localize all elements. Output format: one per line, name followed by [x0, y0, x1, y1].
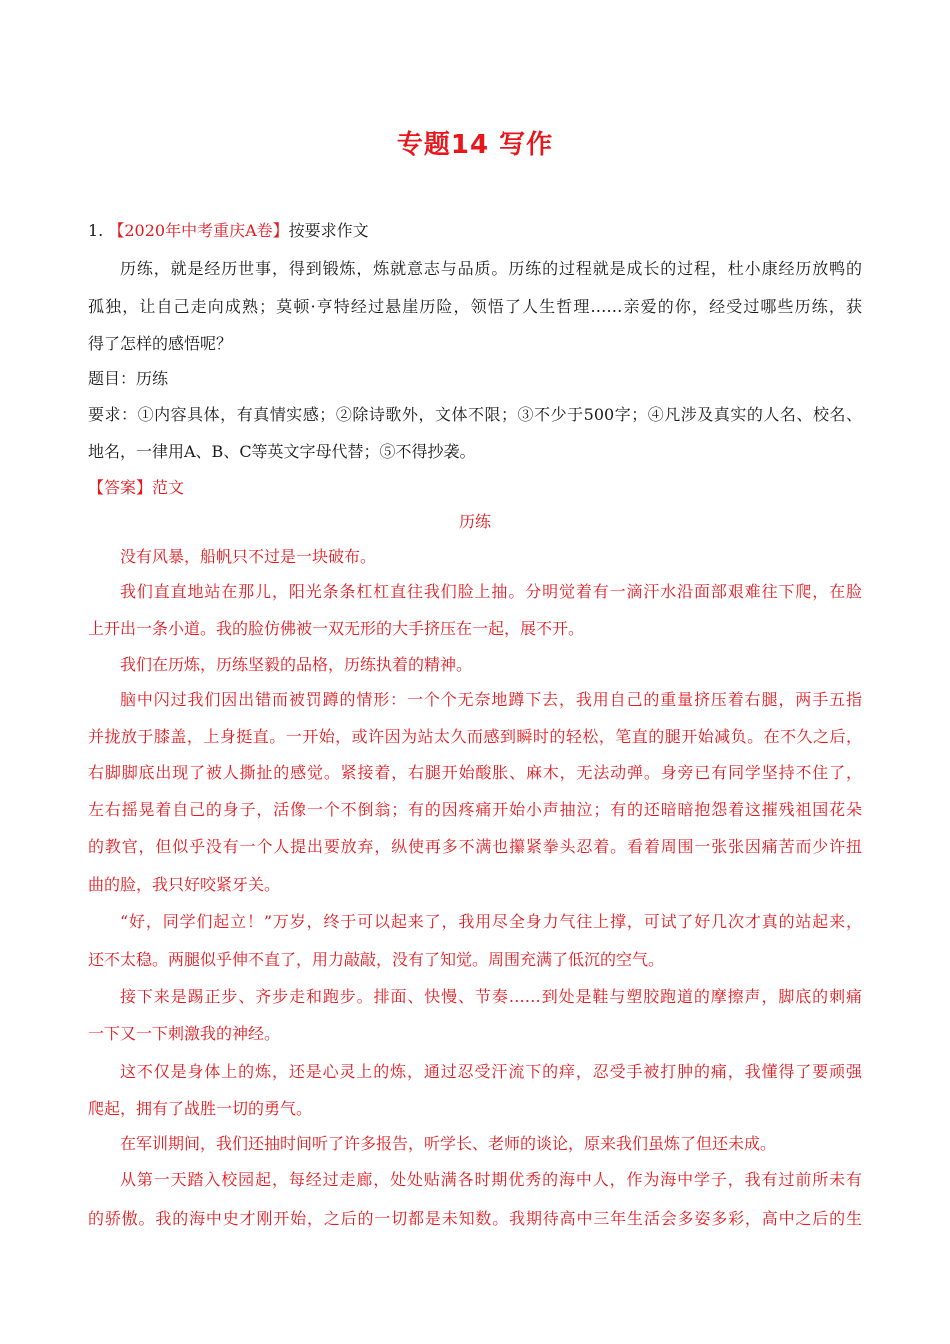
- question-number: 1.: [88, 221, 104, 240]
- prompt-line: 得了怎样的感悟呢？: [88, 334, 233, 353]
- essay-line: 上开出一条小道。我的脸仿佛被一双无形的大手挤压在一起，展不开。: [88, 619, 585, 638]
- essay-line: 在军训期间，我们还抽时间听了许多报告，听学长、老师的谈论，原来我们虽炼了但还未成。: [120, 1134, 777, 1153]
- essay-line: 左右摇晃着自己的身子，活像一个不倒翁；有的因疼痛开始小声抽泣；有的还暗暗抱怨着这摧残祖国花朵: [88, 800, 862, 819]
- essay-line: 没有风暴，船帆只不过是一块破布。: [120, 547, 377, 566]
- essay-line: 的骄傲。我的海中史才刚开始，之后的一切都是未知数。我期待高中三年生活会多姿多彩，高中之后的生: [88, 1209, 862, 1228]
- essay-line: 接下来是踢正步、齐步走和跑步。排面、快慢、节奏……到处是鞋与塑胶跑道的摩擦声，脚底的刺痛: [120, 987, 862, 1006]
- requirement-line: 要求：①内容具体，有真情实感；②除诗歌外，文体不限；③不少于500字；④凡涉及真实的人名、校名、: [88, 405, 862, 424]
- prompt-line: 孤独，让自己走向成熟；莫顿·亨特经过悬崖历险，领悟了人生哲理……亲爱的你，经受过哪些历练，获: [88, 297, 862, 316]
- essay-line: 这不仅是身体上的炼，还是心灵上的炼，通过忍受汗流下的痒，忍受手被打肿的痛，我懂得了要顽强: [120, 1062, 862, 1081]
- essay-line: 曲的脸，我只好咬紧牙关。: [88, 875, 281, 894]
- essay-line: 并拢放于膝盖，上身挺直。一开始，或许因为站太久而感到瞬时的轻松，笔直的腿开始减负。在不久之后，: [88, 727, 862, 746]
- essay-topic: 题目：历练: [88, 369, 169, 388]
- essay-line: 的教官，但似乎没有一个人提出要放弃，纵使再多不满也攥紧拳头忍着。看着周围一张张因痛苦而少许扭: [88, 837, 862, 856]
- page-title: 专题14 写作: [396, 130, 554, 160]
- essay-title: 历练: [458, 512, 491, 531]
- essay-line: 还不太稳。两腿似乎伸不直了，用力敲敲，没有了知觉。周围充满了低沉的空气。: [88, 950, 665, 969]
- answer-label: [88, 478, 862, 498]
- essay-line: 我们在历炼，历练坚毅的品格，历练执着的精神。: [120, 655, 473, 674]
- essay-line: 右脚脚底出现了被人撕扯的感觉。紧接着，右腿开始酸胀、麻木，无法动弹。身旁已有同学坚持不住了，: [88, 763, 862, 782]
- document-page: [88, 0, 862, 1344]
- prompt-line: 历练，就是经历世事，得到锻炼，炼就意志与品质。历练的过程就是成长的过程，杜小康经历放鸭的: [120, 259, 862, 278]
- question-instruction: 按要求作文: [288, 221, 369, 240]
- answer-label-text: 【答案】: [88, 478, 153, 497]
- essay-line: “好，同学们起立！”万岁，终于可以起来了，我用尽全身力气往上撑，可试了好几次才真的站起来，: [120, 912, 862, 931]
- answer-label-suffix: 范文: [152, 478, 185, 497]
- essay-line: 脑中闪过我们因出错而被罚蹲的情形：一个个无奈地蹲下去，我用自己的重量挤压着右腿，两手五指: [120, 690, 862, 709]
- essay-line: 爬起，拥有了战胜一切的勇气。: [88, 1099, 313, 1118]
- requirement-line: 地名，一律用A、B、C等英文字母代替；⑤不得抄袭。: [88, 442, 476, 461]
- essay-line: 我们直直地站在那儿，阳光条条杠杠直往我们脸上抽。分明觉着有一滴汗水沿面部艰难往下爬，在脸: [120, 582, 862, 601]
- essay-line: 从第一天踏入校园起，每经过走廊，处处贴满各时期优秀的海中人，作为海中学子，我有过前所未有: [120, 1170, 862, 1189]
- question-header: [88, 221, 862, 241]
- essay-line: 一下又一下刺激我的神经。: [88, 1024, 281, 1043]
- question-source: 【2020年中考重庆A卷】: [108, 221, 289, 240]
